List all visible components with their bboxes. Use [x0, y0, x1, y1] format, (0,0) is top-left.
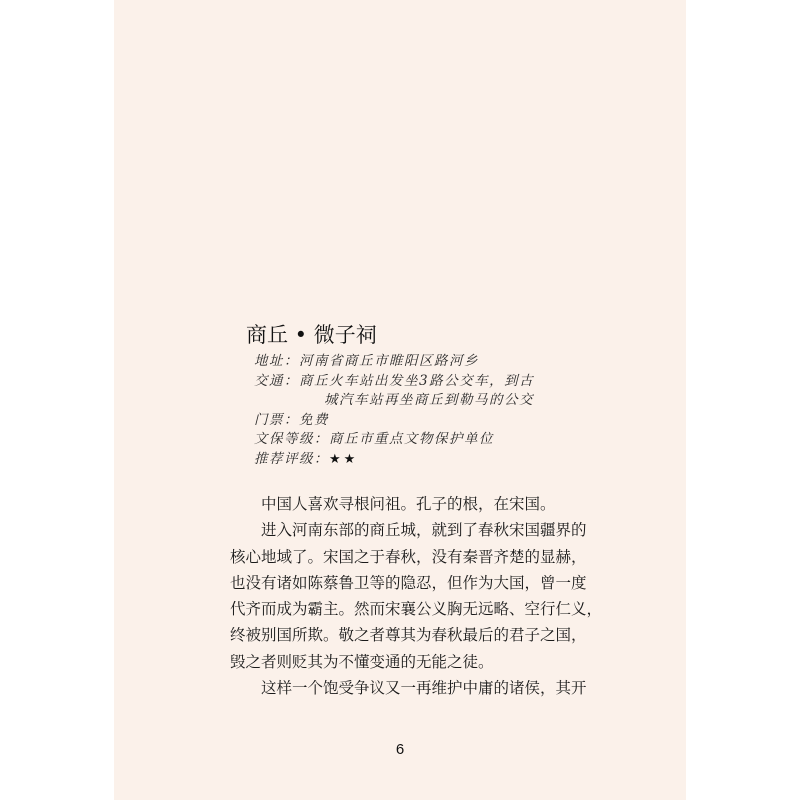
ticket-value: 免费	[299, 411, 329, 428]
paragraph-2-line-4: 代齐而成为霸主。然而宋襄公义胸无远略、空行仁义，	[230, 600, 603, 619]
ticket-label: 门票：	[254, 411, 299, 428]
address-label: 地址：	[254, 353, 299, 369]
page-title: 商丘 • 微子祠	[246, 323, 377, 347]
article-body	[230, 491, 690, 701]
paragraph-2-line-2: 核心地域了。宋国之于春秋，没有秦晋齐楚的显赫，	[230, 547, 587, 566]
paragraph-3-line-1: 这样一个饱受争议又一再维护中庸的诸侯，其开	[261, 679, 587, 698]
transport-value-line2: 城汽车站再坐商丘到勒马的公交	[324, 392, 534, 408]
rating-stars: ★★	[329, 451, 359, 467]
rating-row	[254, 450, 534, 470]
page-number: 6	[395, 741, 405, 758]
paragraph-1: 中国人喜欢寻根问祖。孔子的根，在宋国。	[261, 495, 556, 513]
paragraph-2-line-5: 终被别国所欺。敬之者尊其为春秋最后的君子之国，	[230, 626, 587, 645]
rating-label: 推荐评级：	[254, 450, 329, 467]
heritage-value: 商丘市重点文物保护单位	[329, 431, 494, 447]
heritage-label: 文保等级：	[254, 431, 329, 447]
transport-label: 交通：	[254, 372, 299, 389]
transport-value-line1: 商丘火车站出发坐3路公交车，到古	[299, 372, 535, 389]
address-row	[254, 352, 534, 372]
address-value: 河南省商丘市睢阳区路河乡	[299, 353, 479, 369]
site-info-block	[254, 352, 534, 469]
paragraph-2-line-6: 毁之者则贬其为不懂变通的无能之徒。	[230, 652, 494, 671]
heritage-row	[254, 430, 534, 450]
paragraph-2-line-3: 也没有诸如陈蔡鲁卫等的隐忍，但作为大国，曾一度	[230, 573, 587, 592]
book-page	[114, 0, 686, 800]
paragraph-2-line-1: 进入河南东部的商丘城，就到了春秋宋国疆界的	[261, 521, 587, 540]
ticket-row	[254, 411, 534, 431]
transport-row	[254, 372, 534, 392]
